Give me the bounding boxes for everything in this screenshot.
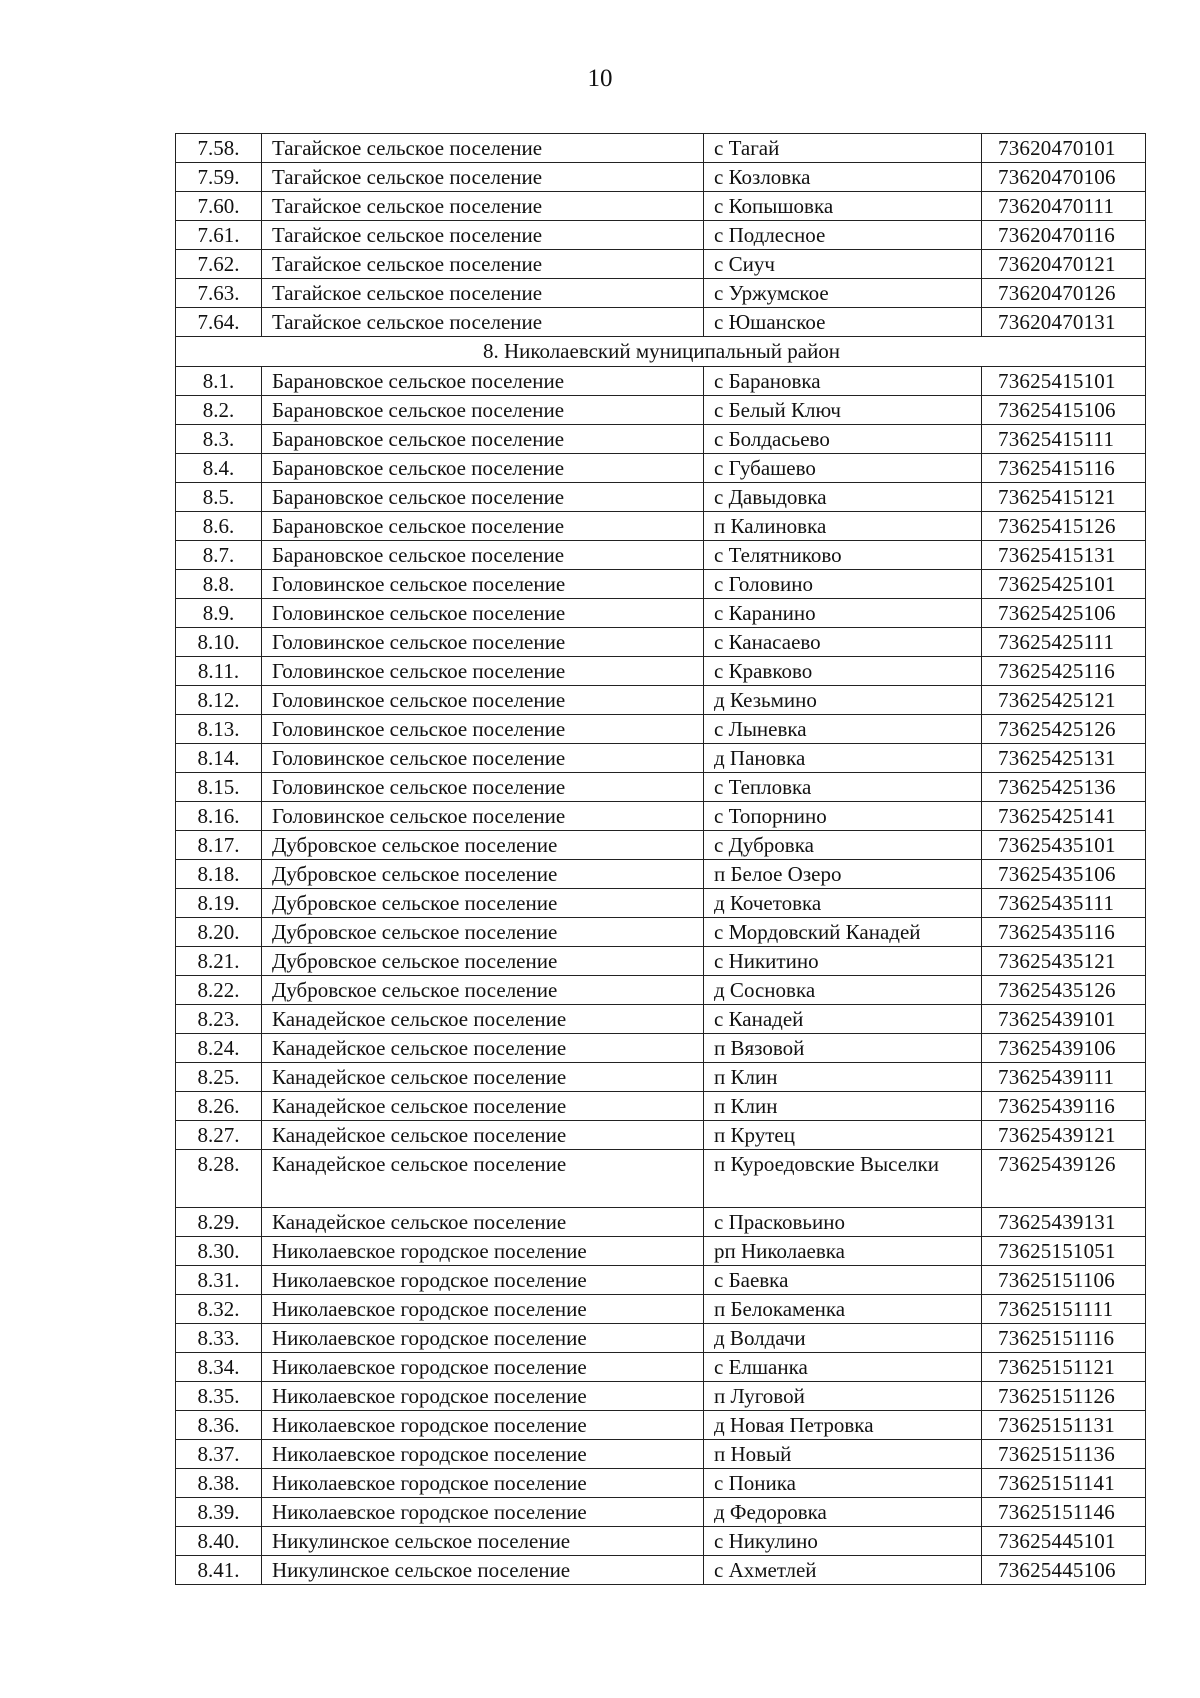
table-row [176,367,1146,396]
oktmo-code: 73625435126 [982,976,1146,1005]
oktmo-code: 73625439121 [982,1121,1146,1150]
row-number: 8.18. [176,860,262,889]
row-number: 8.34. [176,1353,262,1382]
oktmo-code: 73625445106 [982,1556,1146,1585]
settlement-name: Барановское сельское поселение [262,367,704,396]
oktmo-code: 73625439126 [982,1150,1146,1208]
settlement-name: Тагайское сельское поселение [262,221,704,250]
locality-name: с Никитино [704,947,982,976]
oktmo-code: 73625415101 [982,367,1146,396]
oktmo-code: 73625415126 [982,512,1146,541]
row-number: 8.17. [176,831,262,860]
table-row [176,1382,1146,1411]
locality-name: с Каранино [704,599,982,628]
settlement-name: Канадейское сельское поселение [262,1005,704,1034]
section-row [176,337,1146,367]
oktmo-code: 73620470111 [982,192,1146,221]
table-row [176,947,1146,976]
row-number: 8.1. [176,367,262,396]
locality-name: п Куроедовские Выселки [704,1150,982,1208]
table-row [176,1063,1146,1092]
locality-name: с Головино [704,570,982,599]
oktmo-code: 73625425126 [982,715,1146,744]
row-number: 8.3. [176,425,262,454]
row-number: 8.22. [176,976,262,1005]
locality-name: д Волдачи [704,1324,982,1353]
locality-name: д Новая Петровка [704,1411,982,1440]
settlement-name: Николаевское городское поселение [262,1411,704,1440]
locality-name: с Мордовский Канадей [704,918,982,947]
row-number: 8.2. [176,396,262,425]
row-number: 8.29. [176,1208,262,1237]
table-row [176,657,1146,686]
table-body-district-8 [176,367,1146,1585]
table-row [176,1411,1146,1440]
locality-name: с Канасаево [704,628,982,657]
settlement-name: Николаевское городское поселение [262,1324,704,1353]
locality-name: с Подлесное [704,221,982,250]
oktmo-code: 73625151136 [982,1440,1146,1469]
oktmo-code: 73625425121 [982,686,1146,715]
row-number: 8.31. [176,1266,262,1295]
oktmo-code: 73625435121 [982,947,1146,976]
oktmo-code: 73625435116 [982,918,1146,947]
oktmo-code: 73625425131 [982,744,1146,773]
oktmo-code: 73625435106 [982,860,1146,889]
row-number: 8.21. [176,947,262,976]
row-number: 8.16. [176,802,262,831]
oktmo-code: 73620470106 [982,163,1146,192]
settlement-name: Канадейское сельское поселение [262,1121,704,1150]
settlement-name: Барановское сельское поселение [262,425,704,454]
row-number: 8.41. [176,1556,262,1585]
oktmo-code: 73625151111 [982,1295,1146,1324]
locality-name: д Кезьмино [704,686,982,715]
locality-name: п Вязовой [704,1034,982,1063]
table-row [176,1150,1146,1208]
settlement-name: Никулинское сельское поселение [262,1556,704,1585]
oktmo-code: 73620470131 [982,308,1146,337]
settlement-name: Николаевское городское поселение [262,1469,704,1498]
settlement-name: Барановское сельское поселение [262,483,704,512]
oktmo-code: 73625445101 [982,1527,1146,1556]
oktmo-code: 73625425136 [982,773,1146,802]
settlement-name: Головинское сельское поселение [262,773,704,802]
locality-name: с Козловка [704,163,982,192]
settlement-name: Головинское сельское поселение [262,686,704,715]
table-row [176,1353,1146,1382]
oktmo-code: 73625435111 [982,889,1146,918]
settlement-name: Дубровское сельское поселение [262,976,704,1005]
locality-name: п Калиновка [704,512,982,541]
locality-name: с Тепловка [704,773,982,802]
table-row [176,1237,1146,1266]
settlement-name: Барановское сельское поселение [262,541,704,570]
oktmo-code: 73620470126 [982,279,1146,308]
table-row [176,1527,1146,1556]
row-number: 8.40. [176,1527,262,1556]
table-row [176,396,1146,425]
row-number: 7.60. [176,192,262,221]
settlement-name: Головинское сельское поселение [262,570,704,599]
table-row [176,715,1146,744]
oktmo-code: 73625439101 [982,1005,1146,1034]
row-number: 8.32. [176,1295,262,1324]
table-row [176,744,1146,773]
table-row [176,454,1146,483]
locality-name: п Луговой [704,1382,982,1411]
row-number: 8.5. [176,483,262,512]
settlement-name: Головинское сельское поселение [262,599,704,628]
row-number: 8.37. [176,1440,262,1469]
table-row [176,860,1146,889]
row-number: 7.63. [176,279,262,308]
table-row [176,134,1146,163]
settlement-name: Тагайское сельское поселение [262,163,704,192]
oktmo-code: 73625425116 [982,657,1146,686]
oktmo-code: 73625151131 [982,1411,1146,1440]
row-number: 8.14. [176,744,262,773]
locality-name: с Прасковьино [704,1208,982,1237]
oktmo-code: 73625439106 [982,1034,1146,1063]
settlement-name: Дубровское сельское поселение [262,860,704,889]
settlement-name: Дубровское сельское поселение [262,831,704,860]
locality-name: с Тагай [704,134,982,163]
row-number: 8.26. [176,1092,262,1121]
oktmo-code: 73625151146 [982,1498,1146,1527]
settlement-name: Головинское сельское поселение [262,715,704,744]
table-row [176,628,1146,657]
table-row [176,1005,1146,1034]
table-row [176,512,1146,541]
table-row [176,279,1146,308]
row-number: 8.15. [176,773,262,802]
table-row [176,250,1146,279]
settlement-name: Николаевское городское поселение [262,1266,704,1295]
row-number: 8.38. [176,1469,262,1498]
row-number: 8.13. [176,715,262,744]
row-number: 7.62. [176,250,262,279]
row-number: 8.36. [176,1411,262,1440]
oktmo-code: 73625425141 [982,802,1146,831]
locality-name: с Баевка [704,1266,982,1295]
table-row [176,1498,1146,1527]
table-row [176,686,1146,715]
row-number: 8.33. [176,1324,262,1353]
table-row [176,1469,1146,1498]
settlement-name: Канадейское сельское поселение [262,1208,704,1237]
settlement-name: Тагайское сельское поселение [262,279,704,308]
table-row [176,163,1146,192]
row-number: 8.6. [176,512,262,541]
row-number: 8.11. [176,657,262,686]
table-row [176,773,1146,802]
oktmo-code: 73625151121 [982,1353,1146,1382]
row-number: 8.9. [176,599,262,628]
locality-name: п Белое Озеро [704,860,982,889]
table-row [176,1324,1146,1353]
table-row [176,1092,1146,1121]
table-row [176,599,1146,628]
settlement-name: Николаевское городское поселение [262,1237,704,1266]
table-section-header [176,337,1146,367]
settlement-name: Головинское сельское поселение [262,657,704,686]
oktmo-code: 73625415116 [982,454,1146,483]
settlement-name: Головинское сельское поселение [262,802,704,831]
row-number: 8.23. [176,1005,262,1034]
settlement-name: Тагайское сельское поселение [262,308,704,337]
locality-name: с Дубровка [704,831,982,860]
locality-name: д Пановка [704,744,982,773]
row-number: 8.25. [176,1063,262,1092]
locality-name: с Топорнино [704,802,982,831]
row-number: 8.24. [176,1034,262,1063]
row-number: 7.64. [176,308,262,337]
locality-name: с Барановка [704,367,982,396]
settlement-name: Дубровское сельское поселение [262,889,704,918]
row-number: 7.61. [176,221,262,250]
locality-name: с Канадей [704,1005,982,1034]
table-row [176,976,1146,1005]
locality-name: п Клин [704,1063,982,1092]
settlement-name: Дубровское сельское поселение [262,947,704,976]
row-number: 8.35. [176,1382,262,1411]
locality-name: с Юшанское [704,308,982,337]
table-row [176,221,1146,250]
settlement-name: Канадейское сельское поселение [262,1063,704,1092]
table-row [176,1266,1146,1295]
locality-name: с Ахметлей [704,1556,982,1585]
table-row [176,1440,1146,1469]
table-row [176,192,1146,221]
locality-name: с Поника [704,1469,982,1498]
locality-name: п Белокаменка [704,1295,982,1324]
locality-name: д Кочетовка [704,889,982,918]
table-row [176,889,1146,918]
oktmo-code: 73625425101 [982,570,1146,599]
table-row [176,541,1146,570]
oktmo-code: 73625439131 [982,1208,1146,1237]
table-row [176,1556,1146,1585]
locality-name: с Губашево [704,454,982,483]
settlement-name: Барановское сельское поселение [262,454,704,483]
locality-name: д Сосновка [704,976,982,1005]
locality-name: с Болдасьево [704,425,982,454]
oktmo-code: 73625151126 [982,1382,1146,1411]
settlement-name: Канадейское сельское поселение [262,1150,704,1208]
settlement-name: Головинское сельское поселение [262,628,704,657]
table-row [176,802,1146,831]
oktmo-code: 73625415106 [982,396,1146,425]
row-number: 8.4. [176,454,262,483]
locality-name: с Копышовка [704,192,982,221]
row-number: 8.30. [176,1237,262,1266]
oktmo-code: 73625415121 [982,483,1146,512]
settlement-name: Николаевское городское поселение [262,1353,704,1382]
oktmo-code: 73625151106 [982,1266,1146,1295]
table-row [176,308,1146,337]
settlement-name: Дубровское сельское поселение [262,918,704,947]
locality-name: с Никулино [704,1527,982,1556]
oktmo-code: 73625151051 [982,1237,1146,1266]
row-number: 8.7. [176,541,262,570]
row-number: 8.20. [176,918,262,947]
table-row [176,483,1146,512]
row-number: 8.39. [176,1498,262,1527]
settlement-name: Барановское сельское поселение [262,396,704,425]
locality-name: п Клин [704,1092,982,1121]
locality-name: п Новый [704,1440,982,1469]
row-number: 8.27. [176,1121,262,1150]
table-row [176,1034,1146,1063]
row-number: 8.19. [176,889,262,918]
table-body-district-7 [176,134,1146,337]
settlements-table [175,133,1146,1585]
row-number: 8.8. [176,570,262,599]
table-row [176,1295,1146,1324]
row-number: 7.58. [176,134,262,163]
locality-name: рп Николаевка [704,1237,982,1266]
settlement-name: Тагайское сельское поселение [262,250,704,279]
locality-name: д Федоровка [704,1498,982,1527]
settlement-name: Николаевское городское поселение [262,1382,704,1411]
settlement-name: Тагайское сельское поселение [262,134,704,163]
oktmo-code: 73625151141 [982,1469,1146,1498]
oktmo-code: 73625435101 [982,831,1146,860]
oktmo-code: 73625151116 [982,1324,1146,1353]
locality-name: с Кравково [704,657,982,686]
table-row [176,570,1146,599]
settlement-name: Николаевское городское поселение [262,1498,704,1527]
oktmo-code: 73620470101 [982,134,1146,163]
table-row [176,1121,1146,1150]
locality-name: с Телятниково [704,541,982,570]
oktmo-code: 73625415111 [982,425,1146,454]
row-number: 7.59. [176,163,262,192]
row-number: 8.10. [176,628,262,657]
row-number: 8.12. [176,686,262,715]
oktmo-code: 73620470121 [982,250,1146,279]
oktmo-code: 73625425111 [982,628,1146,657]
section-title: 8. Николаевский муниципальный район [176,337,1146,367]
oktmo-code: 73625425106 [982,599,1146,628]
oktmo-code: 73625415131 [982,541,1146,570]
locality-name: п Крутец [704,1121,982,1150]
settlement-name: Головинское сельское поселение [262,744,704,773]
settlement-name: Тагайское сельское поселение [262,192,704,221]
settlement-name: Николаевское городское поселение [262,1440,704,1469]
oktmo-code: 73625439116 [982,1092,1146,1121]
page-number: 10 [587,65,613,92]
settlement-name: Николаевское городское поселение [262,1295,704,1324]
table-row [176,918,1146,947]
locality-name: с Давыдовка [704,483,982,512]
oktmo-code: 73625439111 [982,1063,1146,1092]
locality-name: с Елшанка [704,1353,982,1382]
locality-name: с Сиуч [704,250,982,279]
table-row [176,831,1146,860]
locality-name: с Уржумское [704,279,982,308]
settlement-name: Канадейское сельское поселение [262,1092,704,1121]
table-row [176,1208,1146,1237]
row-number: 8.28. [176,1150,262,1208]
locality-name: с Лыневка [704,715,982,744]
locality-name: с Белый Ключ [704,396,982,425]
oktmo-code: 73620470116 [982,221,1146,250]
settlement-name: Барановское сельское поселение [262,512,704,541]
settlement-name: Канадейское сельское поселение [262,1034,704,1063]
settlement-name: Никулинское сельское поселение [262,1527,704,1556]
table-row [176,425,1146,454]
